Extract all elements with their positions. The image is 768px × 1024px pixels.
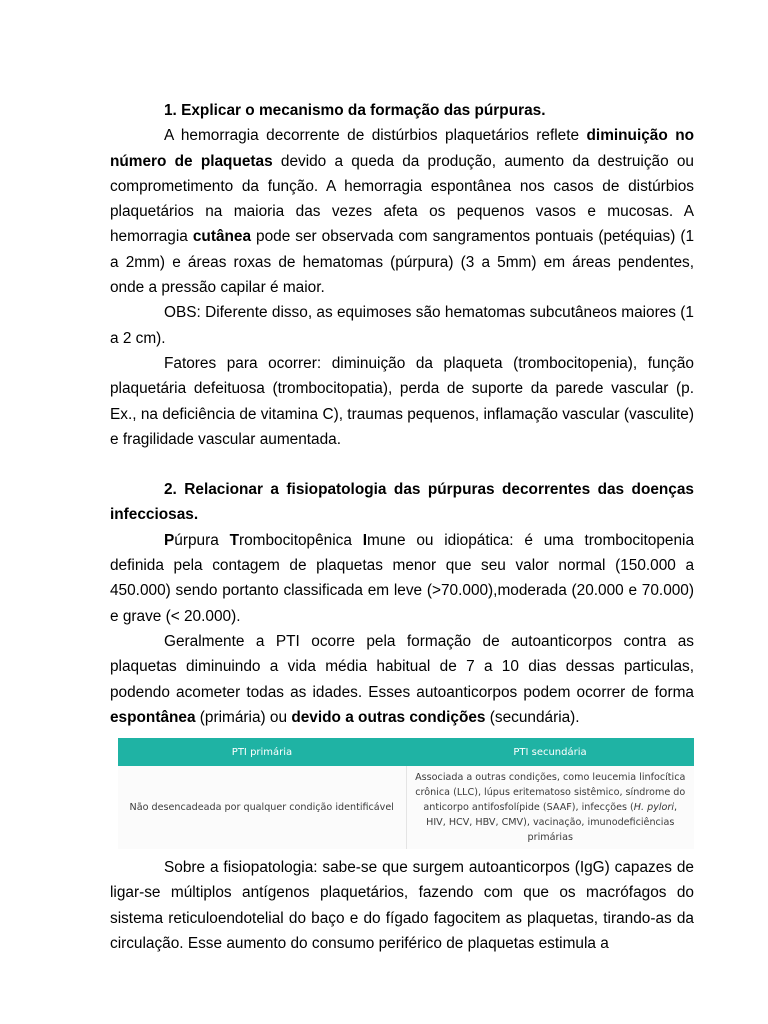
table-header-row [118,738,694,766]
section-2-paragraph-2: Geralmente a PTI ocorre pela formação de autoanticorpos contra as plaquetas diminuindo a vida média habitual de 7 a 10 dias dessas particulas, podendo acometer todas as idades. Esses autoanticorpos podem ocorrer de forma espontânea (primária) ou devido a outras condições (secundária). [110,632,694,726]
pti-comparison-table [118,738,694,849]
table-cell-secundaria: Associada a outras condições, como leucemia linfocítica crônica (LLC), lúpus eritematoso sistêmico, síndrome do anticorpo antifosfolípide (SAAF), infecções (H. pylori, HIV, HCV, HBV, CMV), vacinação, imunodeficiências primárias [406,766,694,849]
section-2-physiopathology-paragraph: Sobre a fisiopatologia: sabe-se que surgem autoanticorpos (IgG) capazes de ligar-se múltiplos antígenos plaquetários, fazendo com que os macrófagos do sistema reticuloendotelial do baço e do fígado fagocitem as plaquetas, tirando-as da circulação. Esse aumento do consumo periférico de plaquetas estimula a [110,859,694,953]
table-cell-primaria: Não desencadeada por qualquer condição identificável [118,766,406,849]
paragraph-gap [110,452,694,477]
section-1-factors-paragraph: Fatores para ocorrer: diminuição da plaqueta (trombocitopenia), função plaquetária defeituosa (trombocitopatia), perda de suporte da parede vascular (p. Ex., na deficiência de vitamina C), traumas pequenos, inflamação vascular (vasculite) e fragilidade vascular aumentada. [110,354,694,448]
section-2-heading: 2. Relacionar a fisiopatologia das púrpuras decorrentes das doenças infecciosas. [110,481,694,524]
section-2-paragraph-1: Púrpura Trombocitopênica Imune ou idiopática: é uma trombocitopenia definida pela contagem de plaquetas menor que seu valor normal (150.000 a 450.000) sendo portanto classificada em leve (>70.000),moderada (20.000 e 70.000) e grave (< 20.000). [110,531,695,625]
section-1-obs-paragraph: OBS: Diferente disso, as equimoses são hematomas subcutâneos maiores (1 a 2 cm). [110,304,694,347]
table-header-pti-primaria: PTI primária [118,738,406,766]
table-row [118,766,694,849]
section-1-heading: 1. Explicar o mecanismo da formação das púrpuras. [164,102,546,119]
table-header-pti-secundaria: PTI secundária [406,738,694,766]
section-1-paragraph-1: A hemorragia decorrente de distúrbios plaquetários reflete diminuição no número de plaquetas devido a queda da produção, aumento da destruição ou comprometimento da função. A hemorragia espontânea nos casos de distúrbios plaquetários na maioria das vezes afeta os pequenos vasos e mucosas. A hemorragia cutânea pode ser observada com sangramentos pontuais (petéquias) (1 a 2mm) e áreas roxas de hematomas (púrpura) (3 a 5mm) em áreas pendentes, onde a pressão capilar é maior. [110,127,694,297]
